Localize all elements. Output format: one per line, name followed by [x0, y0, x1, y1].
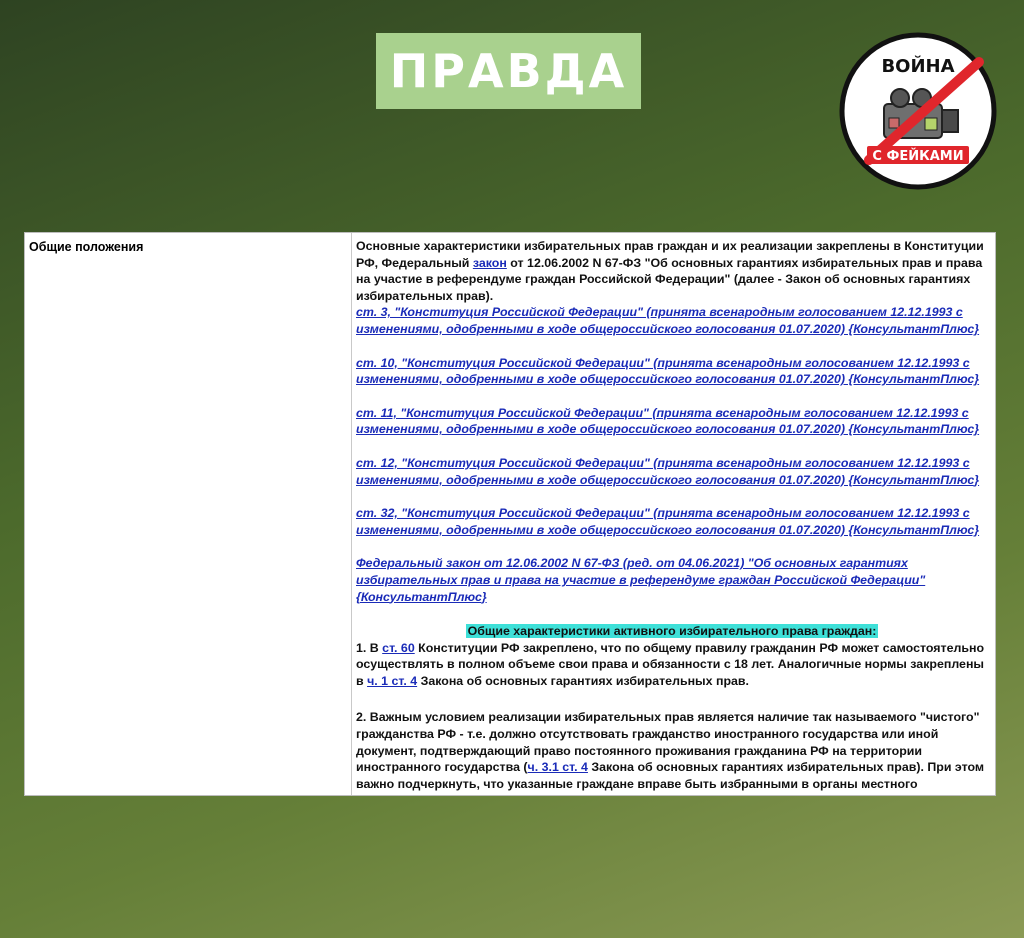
reference-link-article-12[interactable]: ст. 12, "Конституция Российской Федерации" (принята всенародным голосованием 12.12.1993 с изменениями, одобренными в ходе общероссийского голосования 01.07.2020) {КонсультантПлюс} [356, 455, 980, 487]
reference-link-article-32[interactable]: ст. 32, "Конституция Российской Федерации" (принята всенародным голосованием 12.12.1993 с изменениями, одобренными в ходе общероссийского голосования 01.07.2020) {КонсультантПлюс} [356, 506, 980, 537]
law-link[interactable]: закон [472, 255, 507, 270]
paragraph-2: 2. Важным условием реализации избирательных прав является наличие так называемого "чистого" гражданства РФ - т.е. должно отсутствовать гражданство иностранного государства или иной документ, подтверждающий право постоянного проживания гражданина РФ на территории иностранного государства (ч. 3.1 ст. 4 Закона об основных гарантиях избирательных прав). При этом важно подчеркнуть, что указанные граждане вправе быть избранными в органы местного [356, 710, 985, 791]
logo-bottom-text: С ФЕЙКАМИ [872, 149, 964, 164]
reference-link-article-3[interactable]: ст. 3, "Конституция Российской Федерации" (принята всенародным голосованием 12.12.1993 с изменениями, одобренными в ходе общероссийского голосования 01.07.2020) {КонсультантПлюс} [356, 305, 980, 336]
war-on-fakes-logo [839, 32, 997, 190]
reference-link-article-10[interactable]: ст. 10, "Конституция Российской Федерации" (принята всенародным голосованием 12.12.1993 с изменениями, одобренными в ходе общероссийского голосования 01.07.2020) {КонсультантПлюс} [356, 355, 980, 387]
truth-badge-label: ПРАВДА [389, 44, 628, 98]
document-table [24, 232, 996, 796]
truth-badge [376, 33, 641, 109]
right-column [356, 238, 988, 792]
logo-top-text: ВОЙНА [881, 56, 955, 77]
section-heading: Общие характеристики активного избирательного права граждан: [467, 624, 877, 639]
part-3-1-article-4-link[interactable]: ч. 3.1 ст. 4 [527, 760, 588, 775]
reference-link-article-11[interactable]: ст. 11, "Конституция Российской Федерации" (принята всенародным голосованием 12.12.1993 с изменениями, одобренными в ходе общероссийского голосования 01.07.2020) {КонсультантПлюс} [356, 405, 980, 437]
left-column-title: Общие положения [29, 240, 144, 254]
intro-paragraph: Основные характеристики избирательных прав граждан и их реализации закреплены в Конституции РФ, Федеральный закон от 12.06.2002 N 67-ФЗ "Об основных гарантиях избирательных прав и права на участие в референдуме граждан Российской Федерации" (далее - Закон об основных гарантиях избирательных прав). [356, 239, 984, 303]
left-column [25, 233, 352, 795]
part-1-article-4-link[interactable]: ч. 1 ст. 4 [367, 673, 418, 688]
paragraph-1: 1. В ст. 60 Конституции РФ закреплено, что по общему правилу гражданин РФ может самостоятельно осуществлять в полном объеме свои права и обязанности с 18 лет. Аналогичные нормы закреплены в ч. 1 ст. 4 Закона об основных гарантиях избирательных прав. [356, 640, 985, 688]
article-60-link[interactable]: ст. 60 [382, 640, 415, 655]
reference-link-federal-law[interactable]: Федеральный закон от 12.06.2002 N 67-ФЗ (ред. от 04.06.2021) "Об основных гарантиях избирательных прав и права на участие в референдуме граждан Российской Федерации" {КонсультантПлюс} [356, 556, 926, 604]
